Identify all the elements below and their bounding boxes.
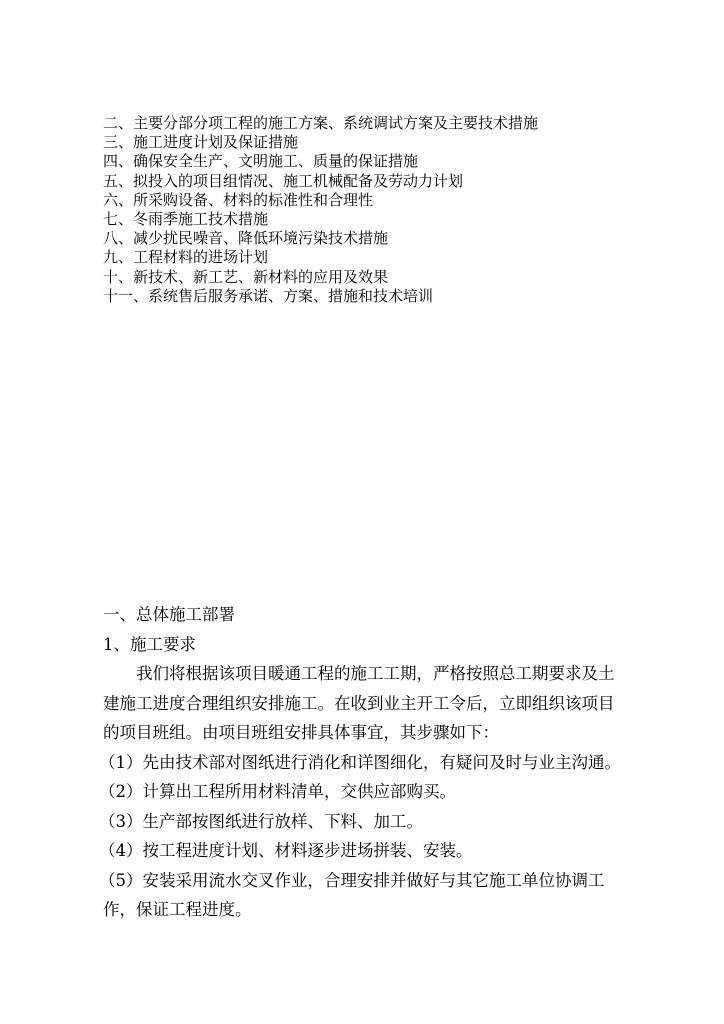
section-subheading: 1、施工要求: [103, 634, 196, 654]
toc-item: 三、施工进度计划及保证措施: [103, 133, 299, 152]
toc-item: 八、减少扰民噪音、降低环境污染技术措施: [103, 229, 389, 248]
step-item: （3）生产部按图纸进行放样、下料、加工。: [99, 811, 423, 831]
step-item: （5）安装采用流水交叉作业，合理安排并做好与其它施工单位协调工: [99, 870, 605, 890]
toc-item: 十一、系统售后服务承诺、方案、措施和技术培训: [103, 286, 434, 305]
paragraph-line: 的项目班组。由项目班组安排具体事宜，其步骤如下：: [103, 723, 499, 742]
step-item: （4）按工程进度计划、材料逐步进场拼装、安装。: [99, 841, 473, 860]
toc-item: 九、工程材料的进场计划: [103, 248, 269, 267]
construction-section: [99, 600, 643, 925]
table-of-contents: [103, 114, 663, 306]
toc-item: 五、拟投入的项目组情况、施工机械配备及劳动力计划: [103, 171, 464, 190]
paragraph-line: 建施工进度合理组织安排施工。在收到业主开工令后，立即组织该项目: [103, 693, 615, 713]
paragraph-line: 我们将根据该项目暖通工程的施工工期，严格按照总工期要求及土: [136, 664, 615, 683]
toc-item: 六、所采购设备、材料的标准性和合理性: [103, 190, 374, 209]
toc-item: 七、冬雨季施工技术措施: [103, 209, 269, 228]
step-item: （1）先由技术部对图纸进行消化和详图细化，有疑问及时与业主沟通。: [99, 752, 621, 772]
toc-item: 二、主要分部分项工程的施工方案、系统调试方案及主要技术措施: [103, 114, 539, 132]
step-item: （2）计算出工程所用材料清单，交供应部购买。: [99, 782, 456, 801]
section-heading: 一、总体施工部署: [103, 605, 235, 624]
toc-item: 四、确保安全生产、文明施工、质量的保证措施: [103, 152, 419, 171]
toc-item: 十、新技术、新工艺、新材料的应用及效果: [103, 267, 389, 286]
step-continuation: 作，保证工程进度。: [103, 900, 252, 919]
